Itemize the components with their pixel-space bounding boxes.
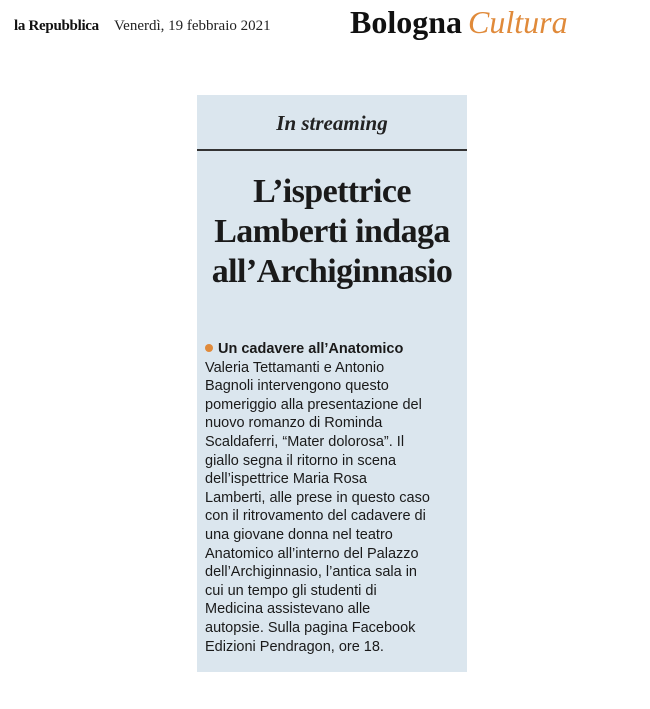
publication-date: Venerdì, 19 febbraio 2021: [114, 18, 271, 34]
body-line: nuovo romanzo di Rominda: [205, 415, 383, 432]
headline-line: Lamberti indaga: [214, 213, 450, 250]
article-lead-text: Un cadavere all’Anatomico: [218, 341, 404, 357]
masthead: [0, 0, 650, 50]
kicker-divider: [197, 149, 467, 151]
article-headline: [197, 172, 467, 292]
bullet-dot-icon: [205, 344, 213, 352]
article-lead: [205, 340, 463, 359]
body-line: Lamberti, alle prese in questo caso: [205, 489, 430, 506]
body-line: Bagnoli intervengono questo: [205, 378, 389, 395]
body-line: Valeria Tettamanti e Antonio: [205, 359, 385, 376]
article-kicker: In streaming: [276, 111, 388, 135]
body-line: Medicina assistevano alle: [205, 601, 371, 618]
body-line: dell’Archiginnasio, l’antica sala in: [205, 564, 417, 581]
body-line: dell’ispettrice Maria Rosa: [205, 471, 367, 488]
body-line: una giovane donna nel teatro: [205, 526, 393, 543]
section-title: [350, 4, 568, 41]
body-line: cui un tempo gli studenti di: [205, 582, 377, 599]
headline-line: L’ispettrice: [253, 173, 411, 210]
body-line: Edizioni Pendragon, ore 18.: [205, 638, 384, 655]
body-line: Anatomico all’interno del Palazzo: [205, 545, 419, 562]
body-line: autopsie. Sulla pagina Facebook: [205, 619, 416, 636]
body-line: con il ritrovamento del cadavere di: [205, 508, 426, 525]
body-line: Scaldaferri, “Mater dolorosa”. Il: [205, 433, 405, 450]
body-line: pomeriggio alla presentazione del: [205, 396, 422, 413]
section-subtitle: Cultura: [468, 4, 568, 40]
newspaper-brand: la Repubblica: [14, 18, 99, 34]
article-box: [197, 95, 467, 672]
headline-line: all’Archiginnasio: [211, 253, 453, 290]
section-name: Bologna: [350, 4, 463, 40]
body-line: giallo segna il ritorno in scena: [205, 452, 397, 469]
article-body: [205, 340, 463, 656]
